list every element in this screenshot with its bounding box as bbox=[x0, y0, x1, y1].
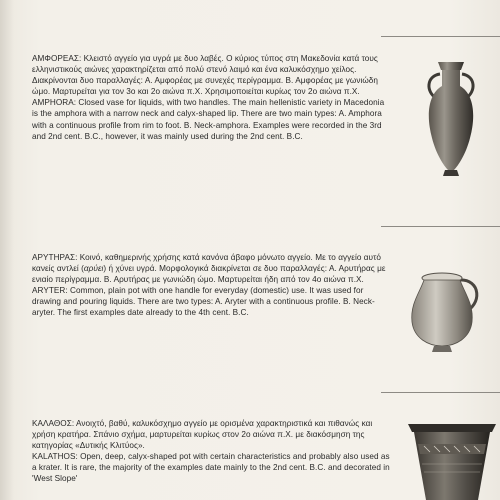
greek-description: ΑΡΥΤΗΡΑΣ: Κοινό, καθημερινής χρήσης κατά κανόνα άβαφο μόνωτο αγγείο. Με το αγγείο αυτό κανείς αντλεί (αρύει) ή χύνει υγρά. Μορφολογικά διακρίνεται σε δυο παραλλαγές: Α. Αρυτήρας με ενιαίο περίγραμμα. Β. Αρυτήρας με γωνιώδη ώμο. Μαρτυρείται ήδη από τον 4ο αιώνα π.Χ. bbox=[32, 253, 386, 285]
english-description: ARYTER: Common, plain pot with one handle for everyday (domestic) use. It was used for drawing and pouring liquids. There are two types: A. Aryter with a continuous profile. B. Neck-aryter. The first examples date already to the 4th cent. B.C. bbox=[32, 286, 375, 318]
greek-description: ΚΑΛΑΘΟΣ: Ανοιχτό, βαθύ, καλυκόσχημο αγγείο με ορισμένα χαρακτηριστικά και πιθανώς και χρήση κρατήρα. Σπάνιο σχήμα, μαρτυρείται κυρίως στον 2ο αιώνα π.Χ. με διακόσμηση της κατηγορίας «Δυτικής Κλιτύος». bbox=[32, 419, 373, 451]
english-description: AMPHORA: Closed vase for liquids, with two handles. The main hellenistic variety in Macedonia is the amphora with a narrow neck and calyx-shaped lip. There are two main types: A. Amphora with a continuous profile from rim to foot. B. Neck-amphora. Examples were recorded in the 3rd and 2nd cent. B.C., however, it was mainly used during the 2nd cent. B.C. bbox=[32, 98, 385, 141]
separator-rule bbox=[381, 36, 500, 37]
entry-amphora bbox=[32, 53, 392, 142]
page-gutter-shadow bbox=[0, 0, 14, 500]
english-description: KALATHOS: Open, deep, calyx-shaped pot with certain characteristics and probably also used as a krater. It is rare, the majority of the examples date mainly to the 2nd cent. B.C. and decorated in 'West Slope' bbox=[32, 452, 390, 484]
aryter-illustration bbox=[402, 266, 494, 358]
separator-rule bbox=[381, 226, 500, 227]
greek-description: ΑΜΦΟΡΕΑΣ: Κλειστό αγγείο για υγρά με δυο λαβές. Ο κύριος τύπος στη Μακεδονία κατά τους ελληνιστικούς αιώνες χαρακτηρίζεται από πολύ στενό λαιμό και ένα καλυκόσχημο χείλος. Διακρίνονται δυο παραλλαγές: Α. Αμφορέας με συνεχές περίγραμμα. Β. Αμφορέας με γωνιώδη ώμο. Μαρτυρείται για τον 3ο και 2ο αιώνα π.Χ. Χρησιμοποιείται κυρίως τον 2ο αιώνα π.Χ. bbox=[32, 54, 379, 97]
amphora-illustration bbox=[412, 58, 492, 180]
entry-aryter bbox=[32, 252, 392, 319]
separator-rule bbox=[381, 392, 500, 393]
entry-kalathos bbox=[32, 418, 392, 485]
kalathos-illustration bbox=[404, 420, 500, 500]
